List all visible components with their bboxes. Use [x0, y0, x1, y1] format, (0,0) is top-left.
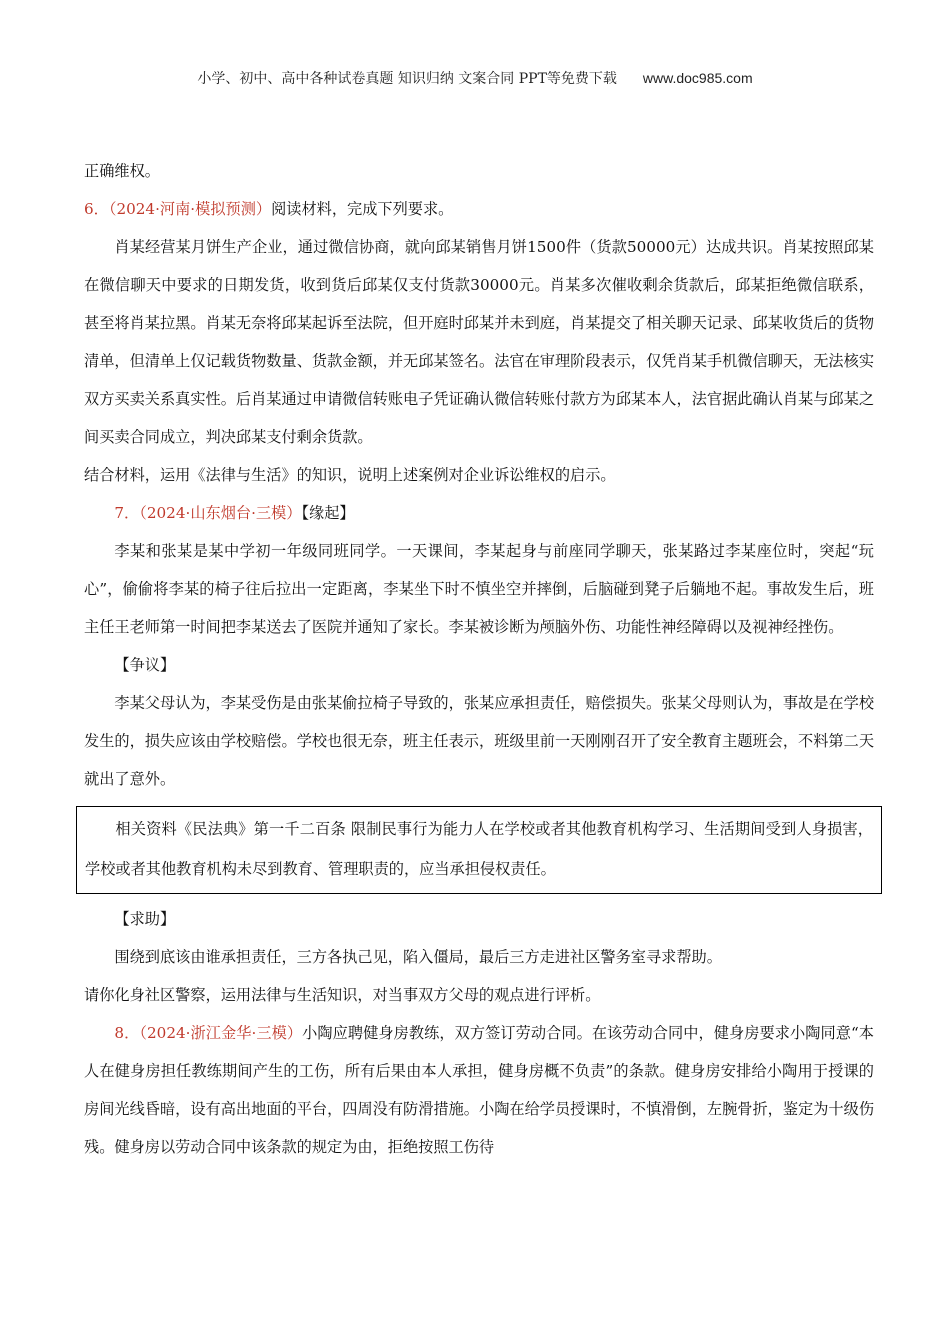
question-8-text: 小陶应聘健身房教练，双方签订劳动合同。在该劳动合同中，健身房要求小陶同意“本人在健身房担任教练期间产生的工伤，所有后果由本人承担，健身房概不负责”的条款。健身房安排给小陶用于授课的房间光线昏暗，设有高出地面的平台，四周没有防滑措施。小陶在给学员授课时，不慎滑倒，左腕骨折，鉴定为十级伤残。健身房以劳动合同中该条款的规定为由，拒绝按照工伤待 — [84, 1024, 874, 1156]
question-6-question: 结合材料，运用《法律与生活》的知识，说明上述案例对企业诉讼维权的启示。 — [84, 466, 616, 484]
question-8-paragraph — [84, 1014, 874, 1166]
question-6-prompt: 阅读材料，完成下列要求。 — [271, 200, 454, 218]
question-7-tag-help: 【求助】 — [114, 910, 176, 928]
question-7-heading — [84, 494, 874, 532]
page-header — [0, 68, 950, 88]
question-7-dispute: 李某父母认为，李某受伤是由张某偷拉椅子导致的，张某应承担责任，赔偿损失。张某父母则认为，事故是在学校发生的，损失应该由学校赔偿。学校也很无奈，班主任表示，班级里前一天刚刚召开了安全教育主题班会，不料第二天就出了意外。 — [84, 694, 874, 788]
continuation-line: 正确维权。 — [84, 162, 160, 180]
question-6-number: 6． — [84, 200, 109, 218]
header-text: 小学、初中、高中各种试卷真题 知识归纳 文案合同 PPT等免费下载 — [197, 71, 617, 87]
question-7-question: 请你化身社区警察，运用法律与生活知识，对当事双方父母的观点进行评析。 — [84, 986, 601, 1004]
question-8-source: （2024·浙江金华·三模） — [139, 1024, 303, 1042]
question-7-source: （2024·山东烟台·三模） — [139, 504, 302, 522]
document-body — [84, 152, 874, 1166]
header-url[interactable]: www.doc985.com — [642, 70, 753, 86]
question-7-number: 7． — [114, 504, 140, 522]
question-6-heading — [84, 190, 874, 228]
question-6-material: 肖某经营某月饼生产企业，通过微信协商，就向邱某销售月饼1500件（货款50000元）达成共识。肖某按照邱某在微信聊天中要求的日期发货，收到货后邱某仅支付货款30000元。肖某多次催收剩余货款后，邱某拒绝微信联系，甚至将肖某拉黑。肖某无奈将邱某起诉至法院，但开庭时邱某并未到庭，肖某提交了相关聊天记录、邱某收货后的货物清单，但清单上仅记载货物数量、货款金额，并无邱某签名。法官在审理阶段表示，仅凭肖某手机微信聊天，无法核实双方买卖关系真实性。后肖某通过申请微信转账电子凭证确认微信转账付款方为邱某本人，法官据此确认肖某与邱某之间买卖合同成立，判决邱某支付剩余货款。 — [84, 238, 874, 446]
question-7-origin: 李某和张某是某中学初一年级同班同学。一天课间，李某起身与前座同学聊天，张某路过李某座位时，突起“玩心”，偷偷将李某的椅子往后拉出一定距离，李某坐下时不慎坐空并摔倒，后脑碰到凳子后躺地不起。事故发生后，班主任王老师第一时间把李某送去了医院并通知了家长。李某被诊断为颅脑外伤、功能性神经障碍以及视神经挫伤。 — [84, 542, 874, 636]
question-8-number: 8． — [114, 1024, 140, 1042]
related-material-text: 相关资料《民法典》第一千二百条 限制民事行为能力人在学校或者其他教育机构学习、生活期间受到人身损害，学校或者其他教育机构未尽到教育、管理职责的，应当承担侵权责任。 — [85, 820, 873, 878]
question-6-source: （2024·河南·模拟预测） — [108, 200, 272, 218]
question-7-help: 围绕到底该由谁承担责任，三方各执己见，陷入僵局，最后三方走进社区警务室寻求帮助。 — [114, 948, 722, 966]
question-7-tag-origin: 【缘起】 — [301, 504, 355, 522]
related-material-box — [76, 806, 882, 894]
question-7-tag-dispute: 【争议】 — [114, 656, 176, 674]
